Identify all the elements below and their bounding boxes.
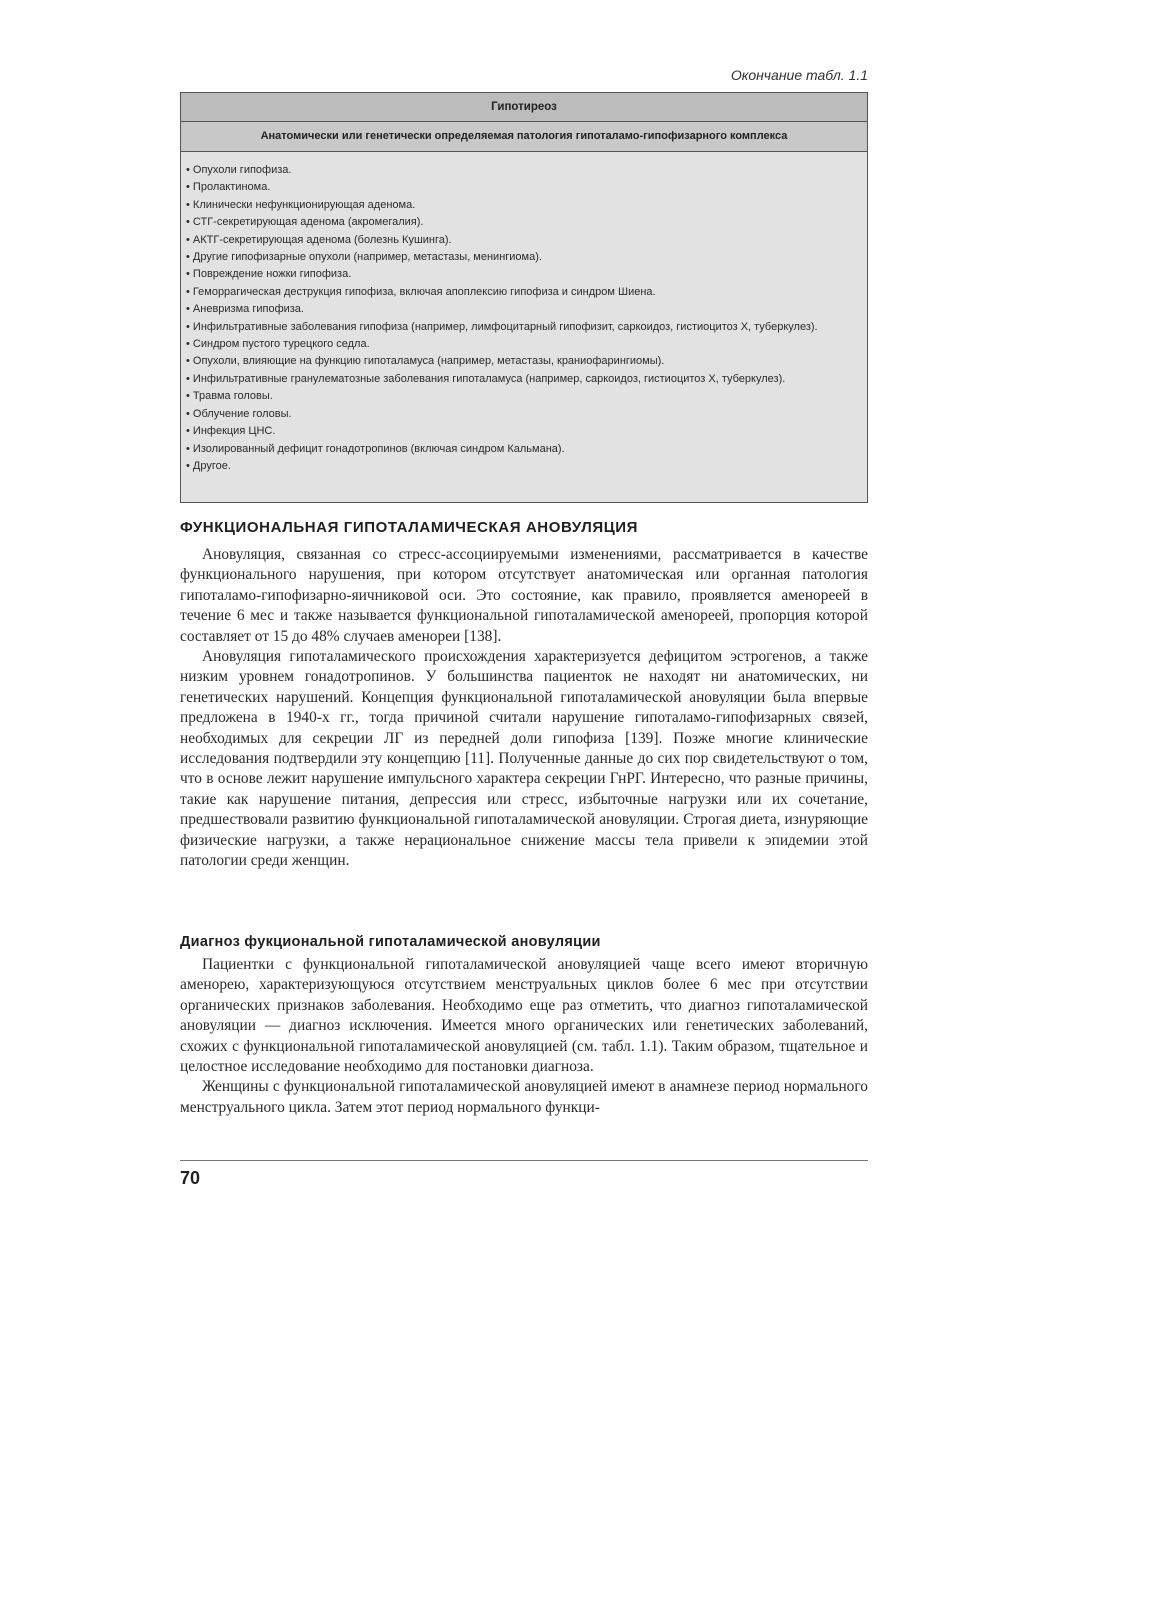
table-caption: Окончание табл. 1.1 [730,67,868,83]
footer-divider [180,1160,868,1161]
section-body [180,545,868,872]
page-number: 70 [180,1168,201,1188]
list-item: • Опухоли, влияющие на функцию гипоталамуса (например, метастазы, краниофарингиомы). [186,353,857,370]
section-heading: ФУНКЦИОНАЛЬНАЯ ГИПОТАЛАМИЧЕСКАЯ АНОВУЛЯЦИЯ [180,519,639,536]
paragraph: Ановуляция гипоталамического происхождения характеризуется дефицитом эстрогенов, а также низким уровнем гонадотропинов. У большинства пациенток не находят ни анатомических, ни генетических нарушений. Концепция функциональной гипоталамической ановуляции была впервые предложена в 1940-х гг., тогда причиной считали нарушение гипоталамо-гипофизарных связей, необходимых для секреции ЛГ из передней доли гипофиза [139]. Позже многие клинические исследования подтвердили эту концепцию [11]. Полученные данные до сих пор свидетельствуют о том, что в основе лежит нарушение импульсного характера секреции ГнРГ. Интересно, что разные причины, такие как нарушение питания, депрессия или стресс, избыточные нагрузки или их сочетание, предшествовали развитию функциональной гипоталамической ановуляции. Строгая диета, изнуряющие физические нагрузки, а также нерациональное снижение массы тела привели к эпидемии этой патологии среди женщин. [180,648,868,870]
list-item: • Инфильтративные заболевания гипофиза (например, лимфоцитарный гипофизит, саркоидоз, гистиоцитоз X, туберкулез). [186,319,857,336]
table-header: Гипотиреоз [181,93,867,122]
list-item: • Изолированный дефицит гонадотропинов (включая синдром Кальмана). [186,441,857,458]
paragraph: Женщины с функциональной гипоталамической ановуляцией имеют в анамнезе период нормального менструального цикла. Затем этот период нормального функци- [180,1078,868,1116]
list-item: • АКТГ-секретирующая аденома (болезнь Кушинга). [186,232,857,249]
paragraph: Ановуляция, связанная со стресс-ассоциируемыми изменениями, рассматривается в качестве функционального нарушения, при котором отсутствует анатомическая или органная патология гипоталамо-гипофизарно-яичниковой оси. Это состояние, как правило, проявляется аменореей в течение 6 мес и также называется функциональной гипоталамической аменореей, пропорция которой составляет от 15 до 48% случаев аменореи [138]. [180,546,868,645]
list-item: • Синдром пустого турецкого седла. [186,336,857,353]
subsection-heading: Диагноз фукциональной гипоталамической ановуляции [180,934,601,950]
list-item: • Геморрагическая деструкция гипофиза, включая апоплексию гипофиза и синдром Шиена. [186,284,857,301]
table-subheader: Анатомически или генетически определяемая патология гипоталамо-гипофизарного комплекса [181,122,867,152]
list-item: • СТГ-секретирующая аденома (акромегалия). [186,214,857,231]
list-item: • Опухоли гипофиза. [186,162,857,179]
list-item: • Другие гипофизарные опухоли (например, метастазы, менингиома). [186,249,857,266]
list-item: • Клинически нефункционирующая аденома. [186,197,857,214]
list-item: • Облучение головы. [186,406,857,423]
list-item: • Инфильтративные гранулематозные заболевания гипоталамуса (например, саркоидоз, гистиоцитоз X, туберкулез). [186,371,857,388]
list-item: • Аневризма гипофиза. [186,301,857,318]
list-item: • Повреждение ножки гипофиза. [186,266,857,283]
list-item: • Инфекция ЦНС. [186,423,857,440]
subsection-body [180,955,868,1118]
list-item: • Другое. [186,458,857,475]
hypothyroidism-table [180,92,868,503]
table-item-list [181,152,867,475]
list-item: • Пролактинома. [186,179,857,196]
paragraph: Пациентки с функциональной гипоталамической ановуляцией чаще всего имеют вторичную аменорею, характеризующуюся отсутствием менструальных циклов более 6 мес при отсутствии органических признаков заболевания. Необходимо еще раз отметить, что диагноз гипоталамической ановуляции — диагноз исключения. Имеется много органических или генетических заболеваний, схожих с функциональной гипоталамической ановуляцией (см. табл. 1.1). Таким образом, тщательное и целостное исследование необходимо для постановки диагноза. [180,956,868,1076]
list-item: • Травма головы. [186,388,857,405]
